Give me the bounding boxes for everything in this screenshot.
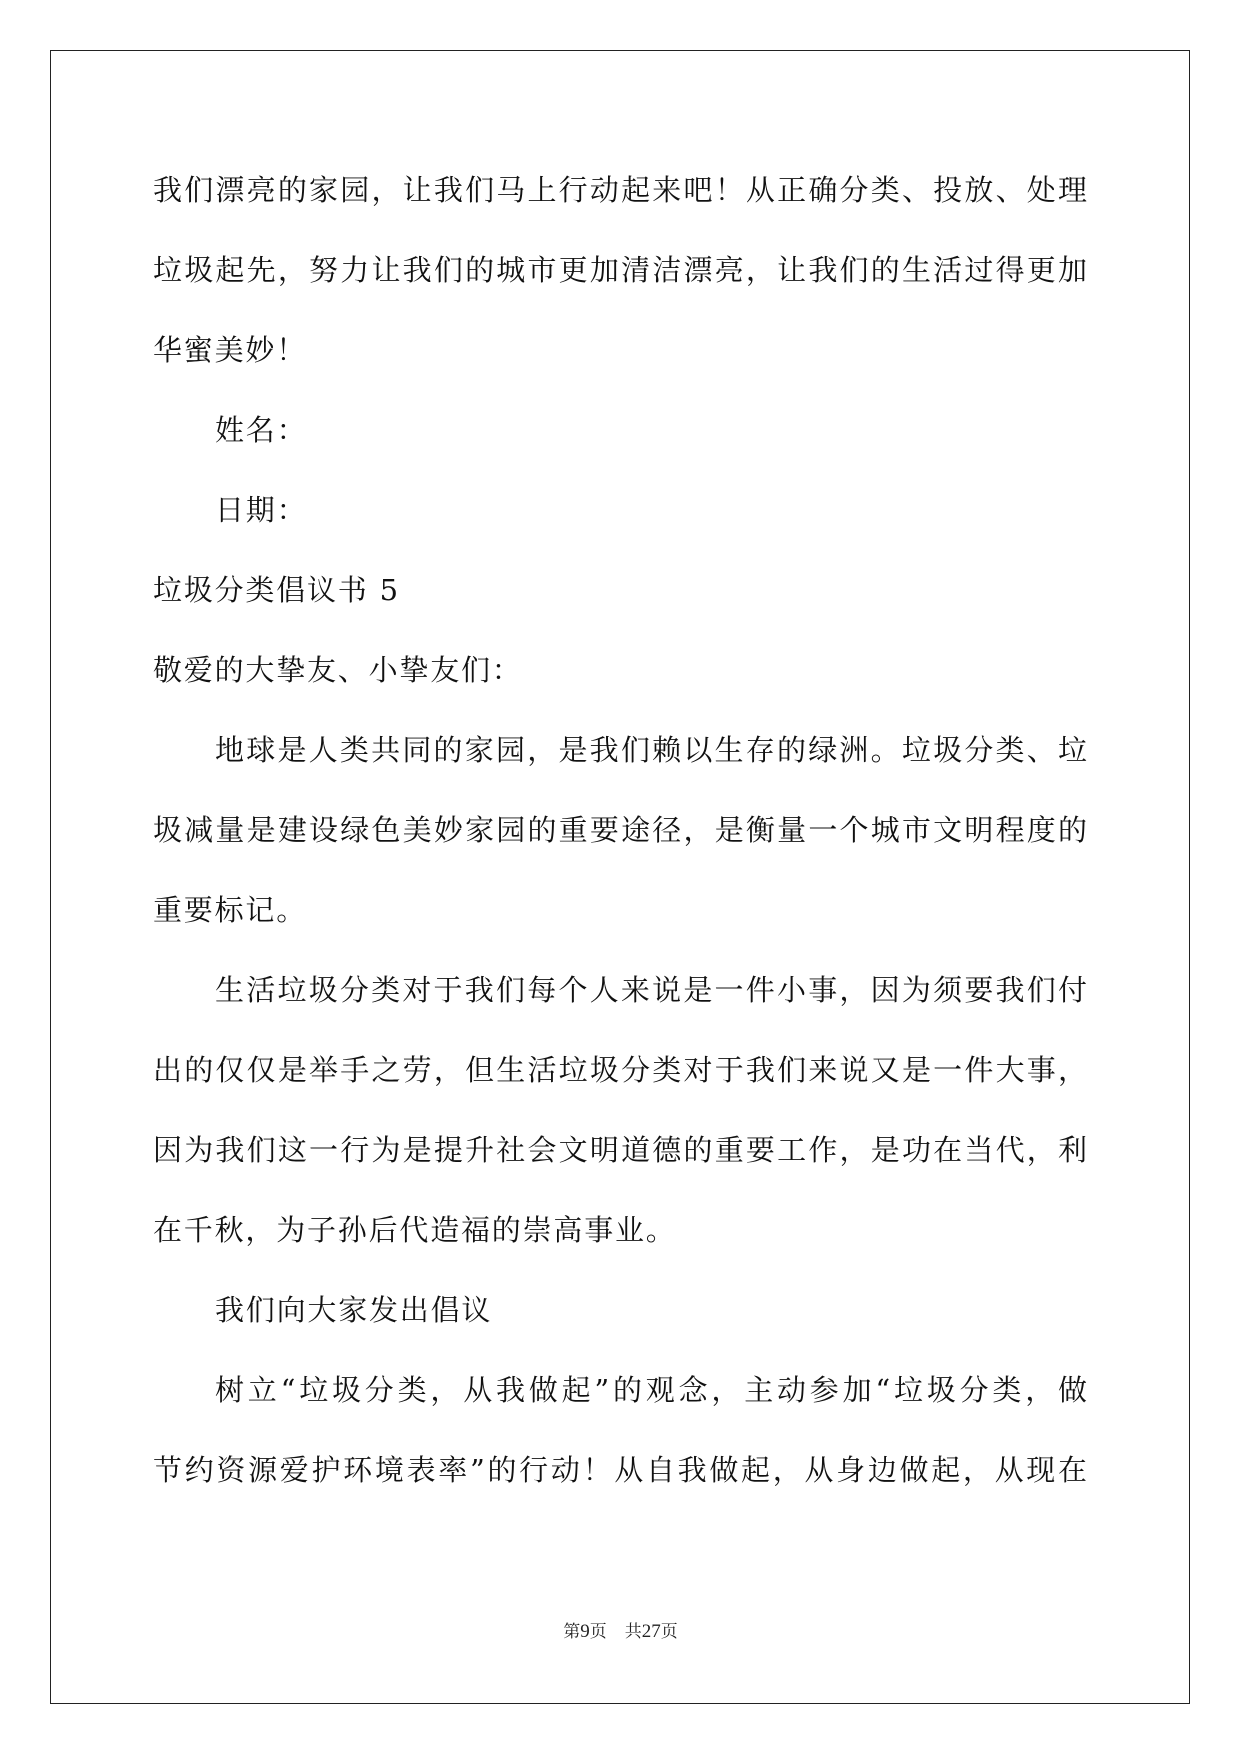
body-line-12: 出的仅仅是举手之劳，但生活垃圾分类对于我们来说又是一件大事， xyxy=(153,1053,1087,1087)
body-line-13: 因为我们这一行为是提升社会文明道德的重要工作，是功在当代，利 xyxy=(153,1133,1087,1167)
footer-prefix: 第 xyxy=(563,1622,581,1642)
body-line-1: 我们漂亮的家园，让我们马上行动起来吧！从正确分类、投放、处理 xyxy=(153,173,1087,207)
body-line-10: 重要标记。 xyxy=(153,893,308,927)
body-line-3: 华蜜美妙！ xyxy=(153,333,308,367)
footer-total-pages: 27 xyxy=(641,1621,661,1642)
body-line-17: 节约资源爱护环境表率”的行动！从自我做起，从身边做起，从现在 xyxy=(153,1453,1087,1487)
body-line-16: 树立“垃圾分类，从我做起”的观念，主动参加“垃圾分类，做 xyxy=(215,1373,1087,1407)
body-line-11: 生活垃圾分类对于我们每个人来说是一件小事，因为须要我们付 xyxy=(215,973,1087,1007)
footer-page-number: 9 xyxy=(580,1621,590,1642)
footer-total-suffix: 页 xyxy=(660,1622,678,1642)
body-line-15: 我们向大家发出倡议 xyxy=(215,1293,493,1327)
body-line-9: 圾减量是建设绿色美妙家园的重要途径，是衡量一个城市文明程度的 xyxy=(153,813,1087,847)
footer-page-suffix: 页 xyxy=(589,1622,607,1642)
body-line-2: 垃圾起先，努力让我们的城市更加清洁漂亮，让我们的生活过得更加 xyxy=(153,253,1087,287)
body-line-14: 在千秋，为子孙后代造福的崇高事业。 xyxy=(153,1213,677,1247)
name-field-label: 姓名： xyxy=(215,413,308,447)
section-title: 垃圾分类倡议书 5 xyxy=(153,573,400,607)
date-field-label: 日期： xyxy=(215,493,308,527)
page-footer xyxy=(0,1620,1241,1644)
salutation: 敬爱的大挚友、小挚友们： xyxy=(153,653,523,687)
footer-total-prefix: 共 xyxy=(624,1622,642,1642)
body-line-8: 地球是人类共同的家园，是我们赖以生存的绿洲。垃圾分类、垃 xyxy=(215,733,1087,767)
